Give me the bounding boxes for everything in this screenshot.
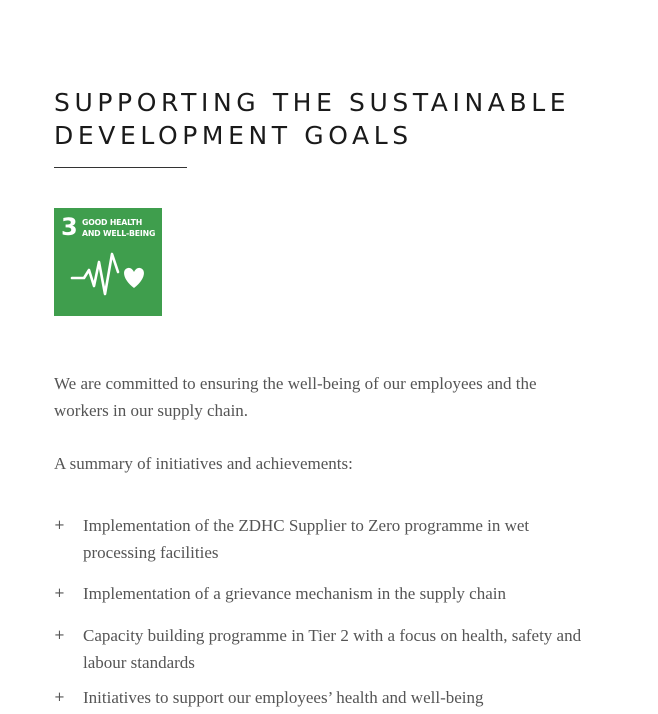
list-item-text: Implementation of a grievance mechanism in the supply chain [83, 584, 506, 603]
sdg-number: 3 [61, 213, 78, 241]
sdg-label [82, 217, 155, 239]
list-item-text: Initiatives to support our employees’ health and well-being [83, 688, 484, 707]
sdg-3-tile [54, 208, 162, 316]
heartbeat-heart-icon [70, 248, 148, 304]
list-item-text: Implementation of the ZDHC Supplier to Zero programme in wet processing facilities [83, 516, 530, 562]
list-item-text: Capacity building programme in Tier 2 with a focus on health, safety and labour standards [83, 626, 582, 672]
page-title-line-1: SUPPORTING THE SUSTAINABLE [54, 88, 571, 117]
bullet-plus-icon: + [54, 690, 65, 705]
title-underline [54, 167, 187, 168]
intro-paragraph: We are committed to ensuring the well-being of our employees and the workers in our supply chain. [54, 374, 537, 420]
page-title [54, 86, 570, 152]
bullet-plus-icon: + [54, 518, 65, 533]
sdg-label-line-1: GOOD HEALTH [82, 218, 143, 227]
page-title-line-2: DEVELOPMENT GOALS [54, 121, 413, 150]
bullet-plus-icon: + [54, 586, 65, 601]
sdg-label-line-2: AND WELL-BEING [82, 229, 156, 238]
summary-heading: A summary of initiatives and achievements: [54, 454, 353, 473]
bullet-plus-icon: + [54, 628, 65, 643]
